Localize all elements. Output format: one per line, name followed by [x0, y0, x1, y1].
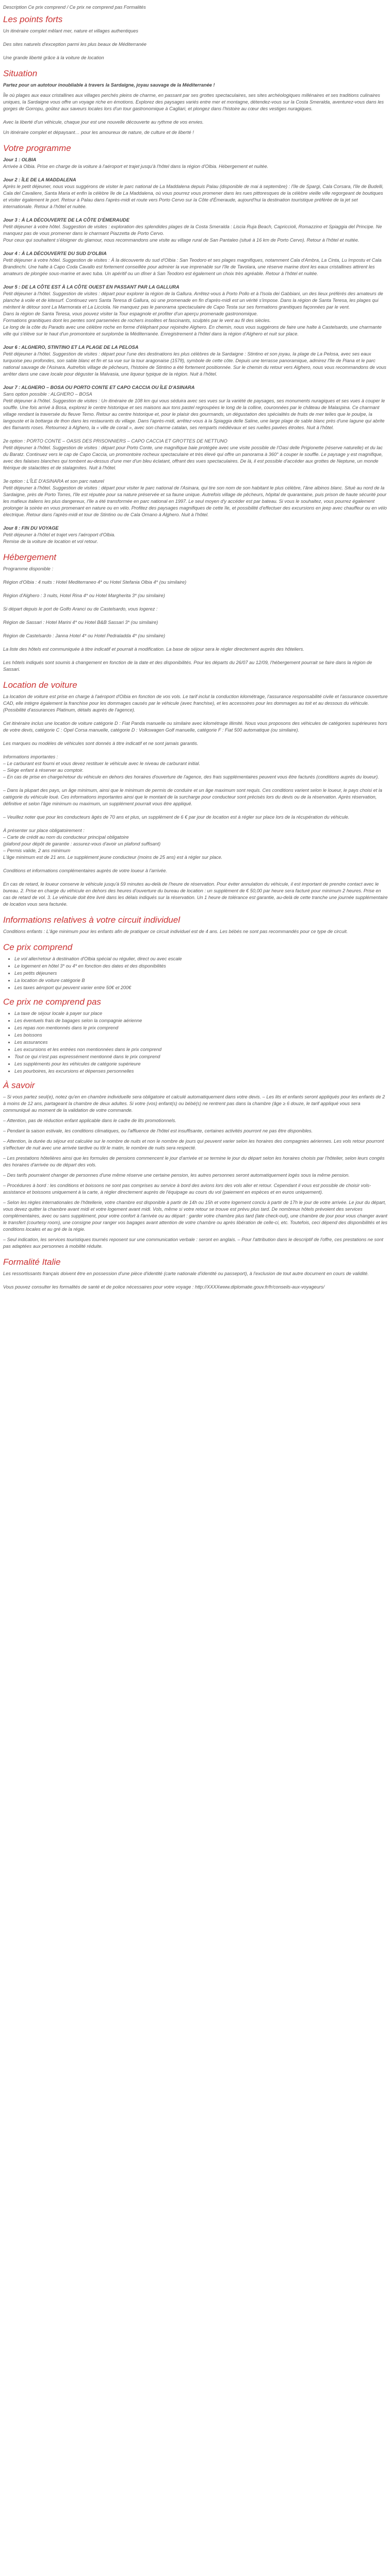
- list-item: • Les petits déjeuners: [14, 970, 388, 977]
- list-item: • Les suppléments pour les véhicules de catégorie supérieure: [14, 1061, 388, 1067]
- list-item: • La taxe de séjour locale à payer sur place: [14, 1010, 388, 1017]
- list-item: • Les taxes aéroport qui peuvent varier entre 50€ et 200€: [14, 985, 388, 991]
- list-item: • Les pourboires, les excursions et dépenses personnelles: [14, 1068, 388, 1075]
- day-title: Jour 4 : À LA DÉCOUVERTE DU SUD D'OLBIA: [3, 251, 107, 256]
- situation-lead: Partez pour un autotour inoubliable à travers la Sardaigne, joyau sauvage de la Méditerranée !: [3, 82, 215, 88]
- day-title: Jour 1 : OLBIA: [3, 157, 37, 162]
- list-item: • Les assurances: [14, 1039, 388, 1046]
- points-forts-list: [3, 28, 388, 61]
- prix-comprend-list: [3, 956, 388, 991]
- a-savoir-paragraph: – Seul indication, les services touristiques tournés reposent sur une communication verbale : seront en anglais. – Pour l'attribution dans le descriptif de l'offre, ces prestations ne sont pas adaptées aux personnes à mobilité réduite.: [3, 1237, 383, 1249]
- list-item: • Le vol aller/retour à destination d'Olbia spécial ou régulier, direct ou avec escale: [14, 956, 388, 962]
- location-paragraph: Conditions et informations complémentaires auprès de votre loueur à l'arrivée.: [3, 868, 167, 873]
- list-item: • Les repas non mentionnés dans le prix comprend: [14, 1025, 388, 1031]
- a-savoir-paragraph: – Si vous partez seul(e), notez qu'en en chambre individuelle sera obligatoire et calculé automatiquement dans votre devis. – Les lits et enfants seront appliqués pour les enfants de 2 à moins de 12 ans, partageant la chambre de deux adultes. Si votre (vos) enfant(s) ou bébé(s) ne rentrent pas dans la chambre (âge ≥ 6 douze, le tarif appliqué vous sera communiqué au moment de la validation de votre commande.: [3, 1094, 385, 1113]
- location-paragraph: La location de voiture est prise en charge à l'aéroport d'Olbia en fonction de vos vols. Le tarif inclut la conduction kilométrage, l'assurance responsabilité civile et l'assurance couverture CAD, elle intègre également la franchise pour les dommages causés par le véhicule (avec franchise), et les accessoires pour les dommages au toit et au dessous du véhicule. (Possibilité d'assurances Platinum, détails auprès de l'agence).: [3, 694, 388, 713]
- day-text: Petit déjeuner à l'hôtel. Suggestion de visites : départ pour explorer la région de la Gallura. Arrêtez-vous à Porto Pollo et à l'Isola dei Gabbiani, un des lieux préférés des amateurs de planche à voile et de kitesurf. Continuez vers Santa Teresa di Gallura, où une promenade en fin d'après-midi est un vérité s'impose. Dans la région de Santa Teresa, les plages qui méritent le détour sont La Marmorata et La Licciola. Ne manquez pas le panorama spectaculaire de Capo Testa sur ses formations granitiques façonnées par le vent. Dans la région de Santa Teresa, vous pouvez visiter la Tour espagnole et profiter d'un aperçu promenade gastronomique. Formations granitiques dont les pentes sont parsemées de rochers insolites et fascinants, sculptés par le vent au fil des siècles. Le long de la côte du Paradis avec une célèbre roche en forme d'éléphant pour rejoindre Alghero. En chemin, nous vous suggérons de faire une halte à Castelsardo, une charmante ville qui s'élève sur le haut d'un promontoire et surplombe la Méditerranée. Enregistrement à l'hôtel dans la région d'Alghero et nuit sur place.: [3, 291, 383, 336]
- day-text: Petit déjeuner à votre hôtel. Suggestion de visites : exploration des splendides plages de la Costa Smeralda : Liscia Ruja Beach, Capriccioli, Romazzino et Spiaggia del Principe. Ne manquez pas de vous promener dans le charmant Piazzetta de Porto Cervo. Pour ceux qui souhaitent s'éloigner du glamour, nous recommandons une visite au village rural de San Pantaleo (situé à 16 km de Porto Cervo). Retour à l'hôtel et nuitée.: [3, 224, 382, 243]
- day-block: [3, 157, 388, 170]
- day-block: [3, 478, 388, 518]
- situation-heading: Situation: [3, 69, 38, 78]
- day-block: [3, 217, 388, 244]
- day-text: 2e option : PORTO CONTE – OASIS DES PRISONNIERS – CAPO CACCIA ET GROTTES DE NETTUNO Petit déjeuner à l'hôtel. Suggestion de visites : départ pour Porto Conte, une magnifique baie protégée avec une visite possible de l'Oasi delle Prigionette (réserve naturelle) et du lac du Baratz. Continuez vers le cap de Capo Caccia, un promontoire rocheux spectaculaire et très élevé qui offre un panorama à 360° à couper le souffle. Le paysage y est magnifique, avec des falaises blanches qui tombent au-dessus d'une mer d'un bleu éclatant, offrant des vues spectaculaires. De là, il est possible d'accéder aux grottes de Neptune, un monde féérique de stalactites et de stalagmites. Nuit à l'hôtel.: [3, 438, 383, 470]
- page: [0, 4, 391, 1303]
- location-paragraph: Informations importantes : – Le carburant est fourni et vous devez restituer le véhicule avec le niveau de carburant initial. – Siège enfant à réserver au comptoir. – En cas de prise en charge/retour du véhicule en dehors des horaires d'ouverture de l'agence, des frais supplémentaires peuvent vous être facturés (conditions auprès du loueur).: [3, 754, 379, 779]
- a-savoir-heading: À savoir: [3, 1080, 35, 1090]
- location-heading: Location de voiture: [3, 680, 77, 690]
- day-text: 3e option : L'ÎLE D'ASINARA et son parc naturel Petit déjeuner à l'hôtel. Suggestion de visites : départ pour visiter le parc national de l'Asinara, qui tire son nom de son habitant le plus célèbre, l'âne albinos blanc. Situé au nord de la Sardaigne, près de Porto Torres, l'île est réputée pour sa nature préservée et sa faune unique. Autrefois village de pêcheurs, hôpital de quarantaine, puis prison de haute sécurité pour les mafieux italiens les plus dangereux, l'île a été transformée en parc national en 1997. Le seul moyen d'y accéder est par bateau. Si vous le souhaitez, vous pourrez également prolonger la soirée en vous promenant en nature ou en vélo. Profitez des paysages magnifiques de cette île, et possibilité d'effectuer des excursions en jeep avec chauffeur ou en vélo électrique. Retour dans l'après-midi et tour de Stintino ou de Cala Ornano à Alghero. Nuit à l'hôtel.: [3, 479, 387, 517]
- day-block: [3, 525, 388, 545]
- hebergement-heading: Hébergement: [3, 552, 57, 562]
- hebergement-line: La liste des hôtels est communiquée à titre indicatif et pourrait à modification. La base de séjour sera le régler directement auprès des hôteliers.: [3, 647, 304, 652]
- hebergement-line: Région de Castelsardo : Janna Hotel 4* ou Hotel Pedraladda 4* (ou similaire): [3, 633, 166, 638]
- point-fort: Un itinéraire complet mêlant mer, nature et villages authentiques: [3, 28, 138, 33]
- day-title: Jour 2 : ÎLE DE LA MADDALENA: [3, 177, 76, 182]
- day-block: [3, 250, 388, 277]
- day-block: [3, 438, 388, 471]
- hebergement-line: Région d'Alghero : 3 nuits, Hotel Rina 4* ou Hotel Margherita 3* (ou similaire): [3, 593, 165, 598]
- a-savoir-block: [3, 1094, 388, 1250]
- situation-paragraph: Île où plages aux eaux cristallines aux villages perchés pleins de charme, en passant par ses grottes spectaculaires, ses sites archéologiques millénaires et ses traditions culinaires uniques, la Sardaigne vous offre un voyage riche en émotions. Explorez des paysages variés entre mer et montagne, détendez-vous sur la Costa Smeralda, aventurez-vous dans les gorges de Gorropu, goûtez aux saveurs locales lors d'un tour gastronomique à Cagliari, et plongez dans l'histoire au cœur des vestiges nuragiques.: [3, 93, 384, 111]
- day-text: Sans option possible : ALGHERO – BOSA Petit déjeuner à l'hôtel. Suggestion de visites : Un itinéraire de 108 km qui vous séduira avec ses vues sur la variété de paysages, ses monuments nuragiques et ses vues à couper le souffle. Une fois arrivé à Bosa, explorez le centre historique et ses maisons aux tons pastel regroupées le long de la colline, couronnées par le château de Malaspina. Ce charmant village rendant la traversée du fleuve Temo. Retour au centre historique et, pour le plaisir des gourmands, un dégustation des spécialités de fruits de mer telles que le poulpe, la langouste et la bottarga de thon dans les restaurants du village. Dans l'après-midi, arrêtez-vous à la Spiaggia delle Saline, une large plage de sable blanc près d'une lagune qui abrite des flamants roses. Retournez à Alghero, la « ville de corail », avec son charme catalan, ses remparts médiévaux et ses ruelles pavées étroites. Nuit à l'hôtel.: [3, 392, 385, 430]
- location-block: [3, 693, 388, 908]
- day-block: [3, 384, 388, 431]
- day-block: [3, 284, 388, 337]
- formalite-block: [3, 1270, 388, 1291]
- point-fort: Des sites naturels d'exception parmi les plus beaux de Méditerranée: [3, 42, 147, 47]
- infos-paragraph: Conditions enfants : L'âge minimum pour les enfants afin de pratiquer ce circuit individuel est de 4 ans. Les bébés ne sont pas recommandés pour ce type de circuit.: [3, 929, 348, 934]
- location-paragraph: Cet itinéraire inclus une location de voiture catégorie D : Fiat Panda manuelle ou similaire avec kilométrage illimité. Nous vous proposons des véhicules de catégories supérieures hors de votre devis, catégorie C : Opel Corsa manuelle, catégorie D : Volkswagen Golf manuelle, catégorie F : Fiat 500 automatique (ou similaire).: [3, 721, 387, 733]
- a-savoir-paragraph: – Attention, la durée du séjour est calculée sur le nombre de nuits et non le nombre de jours qui peuvent varier selon les horaires des compagnies aériennes. Les vols retour pourront s'effectuer de nuit avec une arrivée tardive ou tôt le matin, le nombre de nuits sera respecté.: [3, 1139, 384, 1150]
- prix-comprend-heading: Ce prix comprend: [3, 942, 73, 952]
- infos-heading: Informations relatives à votre circuit individuel: [3, 915, 180, 925]
- infos-block: [3, 928, 388, 935]
- list-item: • La location de voiture catégorie B: [14, 977, 388, 984]
- day-block: [3, 177, 388, 210]
- points-forts-heading: Les points forts: [3, 14, 63, 24]
- day-text: Petit déjeuner à l'hôtel et trajet vers l'aéroport d'Olbia. Remise de la voiture de location et vol retour.: [3, 532, 116, 544]
- a-savoir-paragraph: – Selon les règles internationales de l'hôtellerie, votre chambre est disponible à partir de 14h ou 15h et votre logement conclu à partir de 17h le jour de votre arrivée. Le jour du départ, vous devez quitter la chambre avant midi et votre logement avant midi. Vols, même si votre retour se trouve est prévu plus tard. De nombreux hôtels prévoient des services complémentaires, avec ou sans supplément, pour votre confort à l'arrivée ou au départ : garder votre chambre plus tard (late check-out), une chambre de jour pour vous changer avant le transfert (courtesy room), une consigne pour ranger vos bagages avant attention de votre chambre ou après libération de celle-ci, etc. Toutefois, ceci dépend des disponibilités et les conditions locales et au gré de la régie.: [3, 1200, 387, 1232]
- day-text: Arrivée à Olbia. Prise en charge de la voiture à l'aéroport et trajet jusqu'à l'hôtel dans la région d'Olbia. Hébergement et nuitée.: [3, 164, 269, 169]
- hebergement-line: Région de Sassari : Hotel Marini 4* ou Hotel B&B Sassari 3* (ou similaire): [3, 620, 158, 625]
- location-paragraph: En cas de retard, le loueur conserve le véhicule jusqu'à 59 minutes au-delà de l'heure de réservation. Pour éviter annulation du véhicule, il est important de prendre contact avec le bureau. 2. Prise en charge du véhicule en dehors des heures d'ouverture du bureau de location : un supplément de € 50,00 par heure sera facturé pour minimum 2 heures. Prise en cas de retard de vol. 3. Le véhicule doit être livré dans les délais indiqués sur la réservation. Un 1 heure de tolérance est garantie, au-delà de cette tranche une journée supplémentaire de location vous sera facturée.: [3, 882, 388, 907]
- list-item: • Tout ce qui n'est pas expressément mentionné dans le prix comprend: [14, 1054, 388, 1060]
- location-paragraph: – Dans la plupart des pays, un âge minimum, ainsi que le minimum de permis de conduire et un âge maximum sont requis. Ces conditions varient selon le loueur, le pays choisi et la catégorie du véhicule loué. Ces informations importantes ainsi que le montant de la surcharge pour conducteur sont précisés lors du devis ou de la réservation. Après réservation, définitive et selon l'âge minimum ou maximum, un supplément pourrait vous être appliqué.: [3, 788, 382, 806]
- list-item: • Le logement en hôtel 3* ou 4* en fonction des dates et des disponibilités: [14, 963, 388, 970]
- hebergement-line: Région d'Olbia : 4 nuits : Hotel Mediterraneo 4* ou Hotel Stefania Olbia 4* (ou similaire): [3, 580, 187, 585]
- day-title: Jour 7 : ALGHERO – BOSA OU PORTO CONTE ET CAPO CACCIA OU ÎLE D'ASINARA: [3, 385, 195, 390]
- prix-ne-comprend-list: [3, 1010, 388, 1075]
- hebergement-line: Les hôtels indiqués sont soumis à changement en fonction de la date et des disponibilités. Pour les départs du 26/07 au 12/09, l'hébergement pourrait se faire dans la région de Sassari.: [3, 660, 372, 672]
- point-fort: Une grande liberté grâce à la voiture de location: [3, 55, 104, 60]
- day-text: Petit déjeuner à l'hôtel. Suggestion de visites : départ pour l'une des destinations les plus célèbres de la Sardaigne : Stintino et son joyau, la plage de La Pelosa, avec ses eaux turquoise peu profondes, son sable blanc et fin et sa vue sur la tour aragonaise (1578), symbole de cette côte. Depuis une terrasse panoramique, admirez l'île de Piana et le parc national sauvage de l'Asinara. Autrefois village de pêcheurs, l'histoire de Stintino a été fortement positionnée. Sur le chemin du retour vers Alghero, nous vous recommandons de vous arrêter dans une cave locale pour déguster la Malvasia, une liqueur typique de la région. Nuit à l'hôtel.: [3, 351, 386, 377]
- day-title: Jour 5 : DE LA CÔTE EST À LA CÔTE OUEST EN PASSANT PAR LA GALLURA: [3, 284, 180, 290]
- day-title: Jour 6 : ALGHERO, STINTINO ET LA PLAGE DE LA PELOSA: [3, 345, 139, 350]
- location-paragraph: Les marques ou modèles de véhicules sont donnés à titre indicatif et ne sont jamais garantis.: [3, 741, 199, 746]
- intro-nav: Description Ce prix comprend / Ce prix ne comprend pas Formalités: [3, 5, 146, 10]
- list-item: • Les excursions et les entrées non mentionnées dans le prix comprend: [14, 1046, 388, 1053]
- hebergement-line: Si départ depuis le port de Golfo Aranci ou de Castelsardo, vous logerez :: [3, 606, 158, 612]
- location-paragraph: – Veuillez noter que pour les conducteurs âgés de 70 ans et plus, un supplément de 6 € par jour de location est à régler sur place lors de la récupération du véhicule.: [3, 815, 350, 820]
- hebergement-lead: Programme disponible :: [3, 566, 54, 571]
- formalite-paragraph: Les ressortissants français doivent être en possession d'une pièce d'identité (carte nationale d'identité ou passeport), à l'exclusion de tout autre document en cours de validité.: [3, 1271, 369, 1276]
- situation-paragraph: Un itinéraire complet et dépaysant… pour les amoureux de nature, de culture et de liberté !: [3, 130, 194, 135]
- hebergement-block: [3, 566, 388, 673]
- a-savoir-paragraph: – Pendant la saison estivale, les conditions climatiques, ou l'affluence de l'hôtel est insuffisante, certaines activités pourront ne pas être disponibles.: [3, 1128, 313, 1133]
- prix-ne-comprend-heading: Ce prix ne comprend pas: [3, 997, 101, 1007]
- list-item: • Les boissons: [14, 1032, 388, 1039]
- location-paragraph: À présenter sur place obligatoirement : – Carte de crédit au nom du conducteur principal obligatoire (plafond pour dépôt de garantie : assurez-vous d'avoir un plafond suffisant) – Permis valide, 2 ans minimum L'âge minimum est de 21 ans. Le supplément jeune conducteur (moins de 25 ans) est à régler sur place.: [3, 828, 223, 860]
- list-item: • Les éventuels frais de bagages selon la compagnie aérienne: [14, 1018, 388, 1024]
- day-block: [3, 344, 388, 378]
- day-title: Jour 8 : FIN DU VOYAGE: [3, 526, 59, 531]
- day-text: Petit déjeuner à votre hôtel. Suggestion de visites : À la découverte du sud d'Olbia : San Teodoro et ses plages magnifiques, notamment Cala d'Ambra, La Cinta, Lu Impostu et Cala Brandinchi. Une halte à Capo Coda Cavallo est fortement conseillée pour admirer la vue imprenable sur l'île de Tavolara, une réserve marine dont les eaux cristallines attirent les amateurs de plongée sous-marine et avec tuba. Un apéritif ou un dîner à San Teodoro est également un choix très agréable. Retour à l'hôtel et nuitée.: [3, 258, 382, 276]
- a-savoir-paragraph: – Procédures à bord : les conditions et boissons ne sont pas comprises au service à bord des avions lors des vols aller et retour. Cependant il vous est possible de choisir vols-assistance et boissons uniquement à la carte, à régler directement auprès de l'équipage au cours du vol (paiement en espèces et en euros uniquement).: [3, 1183, 371, 1195]
- programme-heading: Votre programme: [3, 143, 71, 153]
- formalite-heading: Formalité Italie: [3, 1257, 61, 1267]
- a-savoir-paragraph: – Attention, pas de réduction enfant applicable dans le cadre de lits promotionnels.: [3, 1118, 176, 1123]
- programme-days: [3, 157, 388, 545]
- a-savoir-paragraph: – Les prestations hôtelières ainsi que les formules de pensions commencent le jour d'arrivée et se termine le jour du départ selon les horaires choisis par l'hôtelier, selon leurs congés des horaires d'arrivée ou de départ des vols.: [3, 1156, 385, 1167]
- situation-paragraph: Avec la liberté d'un véhicule, chaque jour est une nouvelle découverte au rythme de vos envies.: [3, 120, 204, 125]
- formalite-paragraph: Vous pouvez consulter les formalités de santé et de police nécessaires pour votre voyage : http://XXXXwww.diplomatie.gouv.fr/fr/conseils-aux-voyageurs/: [3, 1284, 325, 1290]
- a-savoir-paragraph: – Des tarifs pourraient changer de personnes d'une même réserve une certaine pension, les autres personnes seront automatiquement logés sous la même pension.: [3, 1173, 350, 1178]
- situation-block: [3, 82, 388, 136]
- day-text: Après le petit déjeuner, nous vous suggérons de visiter le parc national de La Maddalena depuis Palau (disponible de mai à septembre) : l'île de Spargi, Cala Corsara, l'île de Budelli, Cala del Cavaliere, Santa Maria et enfin la célèbre île de La Maddalena, où vous pourrez vous promener dans les rues pittoresques de la célèbre vieille ville regorgeant de boutiques et visiter également le port. Retour à Palau dans l'après-midi et route vers Porto Cervo sur la Côte d'Émeraude, aujourd'hui la destination touristique préférée de la jet set internationale. Retour à l'hôtel et nuitée.: [3, 184, 384, 209]
- day-title: Jour 3 : À LA DÉCOUVERTE DE LA CÔTE D'ÉMERAUDE: [3, 217, 129, 223]
